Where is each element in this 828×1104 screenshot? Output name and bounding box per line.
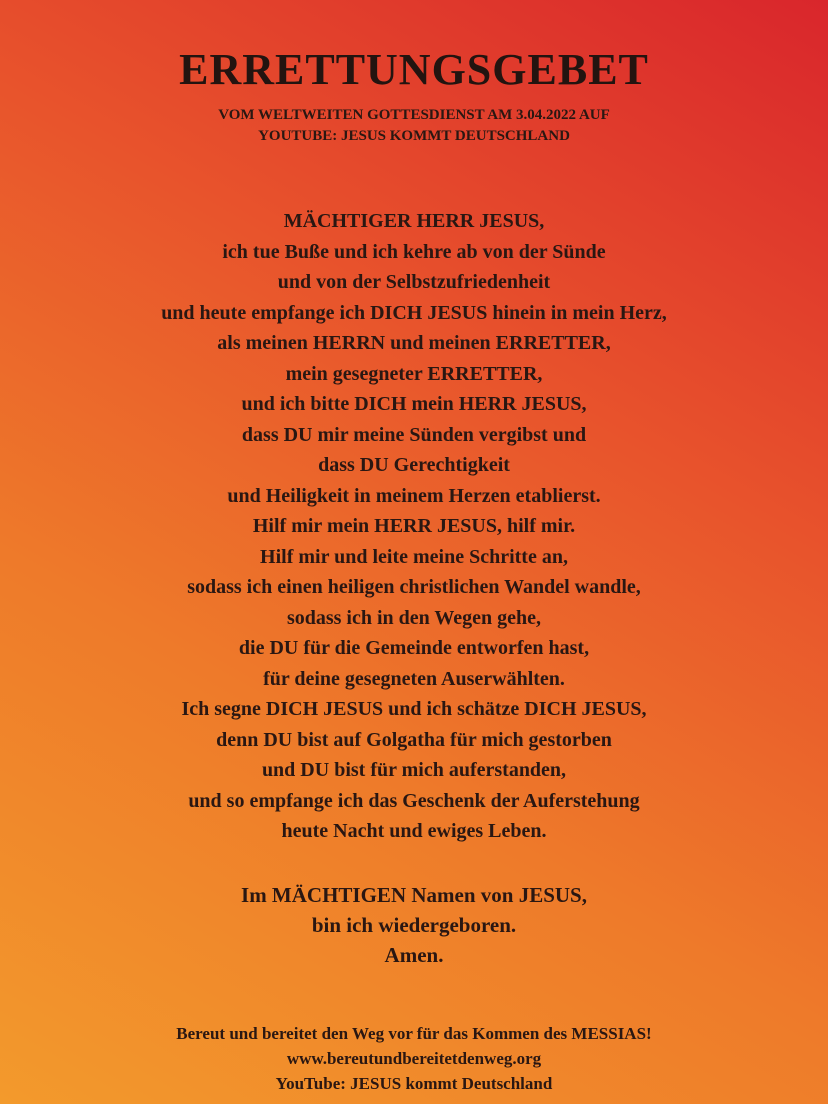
prayer-line: mein gesegneter ERRETTER, bbox=[285, 362, 543, 385]
closing-line: Amen. bbox=[384, 943, 444, 967]
prayer-line: MÄCHTIGER HERR JESUS, bbox=[283, 210, 545, 232]
prayer-line: sodass ich in den Wegen gehe, bbox=[286, 606, 542, 629]
prayer-line: ich tue Buße und ich kehre ab von der Sünde bbox=[222, 240, 606, 263]
prayer-line: heute Nacht und ewiges Leben. bbox=[281, 820, 547, 842]
subtitle-line-2: YOUTUBE: JESUS KOMMT DEUTSCHLAND bbox=[258, 128, 570, 144]
prayer-line: und von der Selbstzufriedenheit bbox=[277, 271, 551, 293]
prayer-line: dass DU Gerechtigkeit bbox=[318, 454, 510, 476]
footer-youtube: YouTube: JESUS kommt Deutschland bbox=[275, 1074, 553, 1093]
closing-line: Im MÄCHTIGEN Namen von JESUS, bbox=[241, 883, 587, 907]
prayer-line: und heute empfange ich DICH JESUS hinein in mein Herz, bbox=[161, 301, 667, 324]
prayer-line: Hilf mir mein HERR JESUS, hilf mir. bbox=[252, 515, 576, 537]
prayer-text bbox=[0, 206, 828, 847]
prayer-line: und DU bist für mich auferstanden, bbox=[261, 759, 567, 781]
prayer-line: für deine gesegneten Auserwählten. bbox=[263, 667, 565, 690]
footer-slogan: Bereut und bereitet den Weg vor für das Kommen des MESSIAS! bbox=[176, 1024, 652, 1043]
closing-line: bin ich wiedergeboren. bbox=[311, 913, 517, 937]
prayer-line: und ich bitte DICH mein HERR JESUS, bbox=[241, 393, 587, 415]
closing-text bbox=[0, 880, 828, 970]
prayer-line: sodass ich einen heiligen christlichen Wandel wandle, bbox=[187, 576, 641, 598]
prayer-line: und so empfange ich das Geschenk der Auferstehung bbox=[188, 789, 640, 812]
prayer-line: Ich segne DICH JESUS und ich schätze DICH JESUS, bbox=[181, 698, 647, 720]
footer-website: www.bereutundbereitetdenweg.org bbox=[286, 1049, 542, 1068]
prayer-line: Hilf mir und leite meine Schritte an, bbox=[260, 545, 568, 568]
page-title: ERRETTUNGSGEBET bbox=[179, 45, 649, 94]
prayer-line: als meinen HERRN und meinen ERRETTER, bbox=[217, 332, 611, 354]
prayer-line: und Heiligkeit in meinem Herzen etablierst. bbox=[227, 484, 601, 507]
subtitle bbox=[0, 105, 828, 147]
subtitle-line-1: VOM WELTWEITEN GOTTESDIENST AM 3.04.2022 AUF bbox=[218, 107, 610, 123]
prayer-line: dass DU mir meine Sünden vergibst und bbox=[241, 423, 587, 446]
prayer-line: denn DU bist auf Golgatha für mich gestorben bbox=[216, 728, 612, 751]
footer bbox=[0, 1021, 828, 1096]
prayer-line: die DU für die Gemeinde entworfen hast, bbox=[238, 637, 590, 659]
